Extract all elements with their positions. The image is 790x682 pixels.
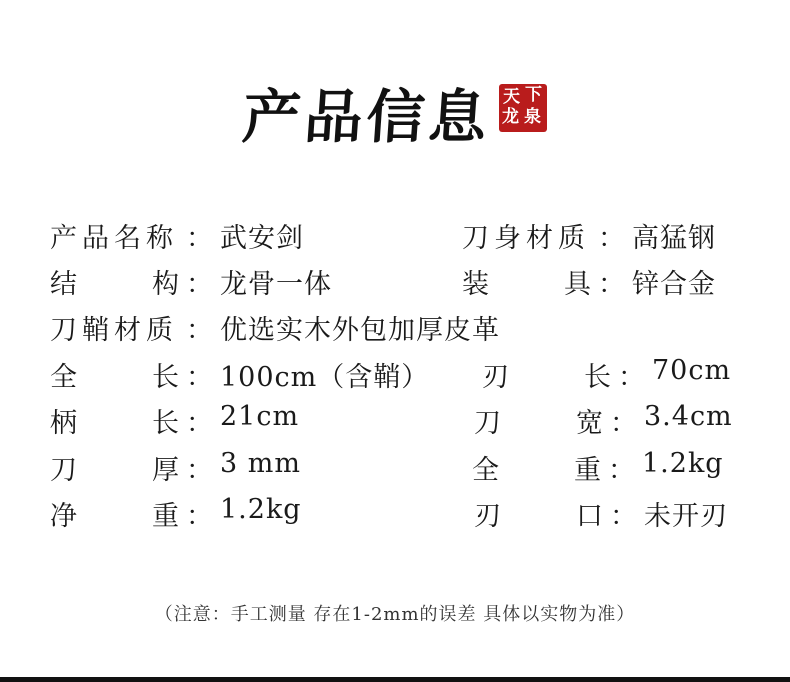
spec-label-blade-length-2: 长 xyxy=(584,362,611,393)
spec-value-structure: 龙骨一体 xyxy=(220,269,332,300)
spec-label-total-length-1: 全 xyxy=(50,362,77,393)
colon: ： xyxy=(186,223,213,254)
spec-value-handle-length: 21cm xyxy=(220,401,300,432)
colon: ： xyxy=(186,315,213,346)
spec-row xyxy=(0,448,790,488)
colon: ： xyxy=(598,269,625,300)
spec-value-blade-length: 70cm xyxy=(652,355,732,386)
spec-label-blade-width-2: 宽 xyxy=(576,408,603,439)
spec-row xyxy=(0,262,790,302)
title-block xyxy=(0,70,790,151)
spec-label-structure-2: 构 xyxy=(152,269,179,300)
spec-value-edge: 未开刃 xyxy=(644,501,728,532)
spec-value-total-length: 100cm（含鞘） xyxy=(220,362,430,393)
spec-value-fittings: 锌合金 xyxy=(632,269,716,300)
spec-label-blade-length-1: 刃 xyxy=(482,362,509,393)
seal-char: 天 xyxy=(503,87,520,107)
colon: ： xyxy=(186,269,213,300)
spec-row xyxy=(0,401,790,441)
spec-row xyxy=(0,308,790,348)
spec-value-blade-material: 高猛钢 xyxy=(632,223,716,254)
spec-label-total-weight-2: 重 xyxy=(574,455,601,486)
colon: ： xyxy=(186,408,213,439)
spec-label-thickness-1: 刀 xyxy=(50,455,77,486)
colon: ： xyxy=(186,362,213,393)
spec-label-sheath-material: 刀鞘材质 xyxy=(50,315,178,346)
spec-value-net-weight: 1.2kg xyxy=(220,494,302,525)
spec-label-handle-length-1: 柄 xyxy=(50,408,77,439)
spec-label-name: 产品名称 xyxy=(50,223,178,254)
page-title: 产品信息 xyxy=(240,83,494,151)
spec-label-total-length-2: 长 xyxy=(152,362,179,393)
spec-value-blade-width: 3.4cm xyxy=(644,401,733,432)
spec-row xyxy=(0,355,790,395)
spec-value-total-weight: 1.2kg xyxy=(642,448,724,479)
seal-char: 泉 xyxy=(524,107,541,127)
seal-stamp xyxy=(499,84,547,132)
seal-char: 龙 xyxy=(502,107,519,127)
colon: ： xyxy=(186,501,213,532)
spec-label-fittings-2: 具 xyxy=(564,269,591,300)
colon: ： xyxy=(186,455,213,486)
spec-label-fittings-1: 装 xyxy=(462,269,489,300)
spec-value-name: 武安剑 xyxy=(220,223,304,254)
spec-label-edge-2: 口 xyxy=(576,501,603,532)
spec-value-thickness: 3 mm xyxy=(220,448,301,479)
colon: ： xyxy=(610,408,637,439)
spec-label-blade-width-1: 刀 xyxy=(474,408,501,439)
spec-label-net-weight-1: 净 xyxy=(50,501,77,532)
spec-row xyxy=(0,494,790,534)
colon: ： xyxy=(618,362,645,393)
colon: ： xyxy=(608,455,635,486)
colon: ： xyxy=(598,223,625,254)
bottom-divider xyxy=(0,677,790,682)
measurement-note: （注意：手工测量 存在1-2mm的误差 具体以实物为准） xyxy=(154,604,636,625)
spec-label-total-weight-1: 全 xyxy=(472,455,499,486)
spec-label-handle-length-2: 长 xyxy=(152,408,179,439)
spec-label-blade-material: 刀身材质 xyxy=(462,223,590,254)
spec-label-edge-1: 刃 xyxy=(474,501,501,532)
spec-value-sheath-material: 优选实木外包加厚皮革 xyxy=(220,315,500,346)
spec-row xyxy=(0,216,790,256)
spec-label-net-weight-2: 重 xyxy=(152,501,179,532)
spec-label-structure-1: 结 xyxy=(50,269,77,300)
seal-char: 下 xyxy=(525,85,542,105)
spec-label-thickness-2: 厚 xyxy=(152,455,179,486)
colon: ： xyxy=(610,501,637,532)
